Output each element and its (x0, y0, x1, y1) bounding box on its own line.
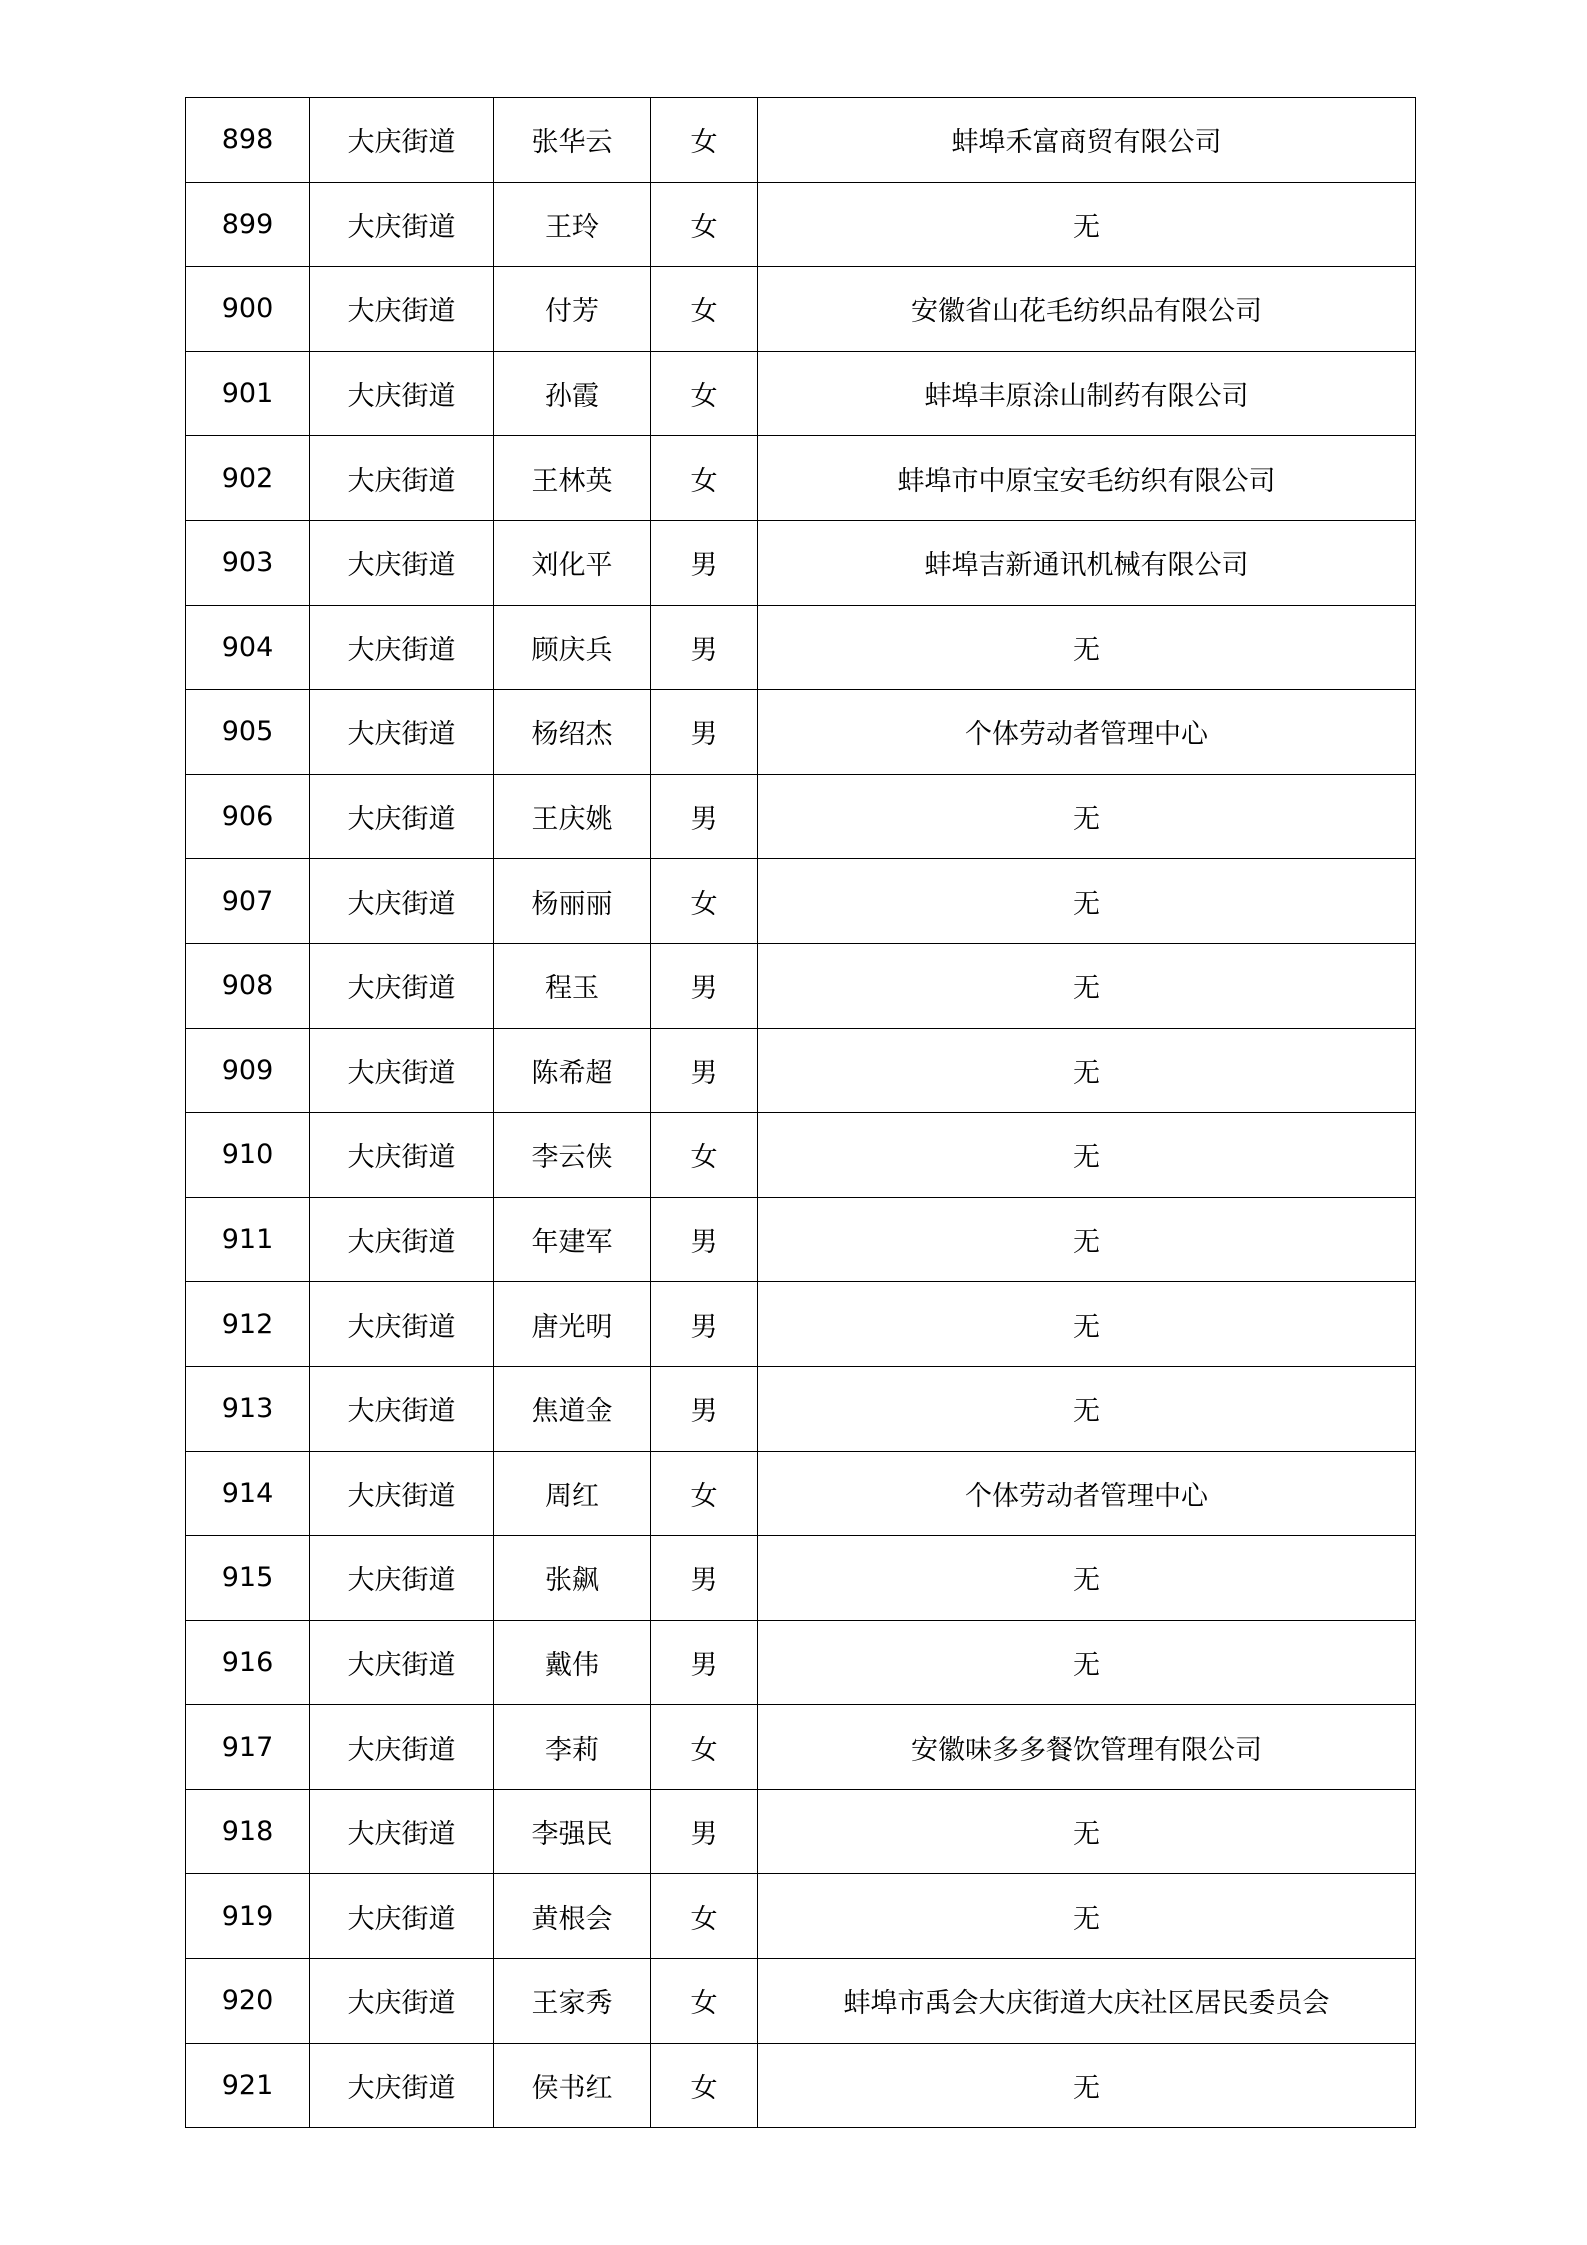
row-number-cell: 905 (186, 690, 310, 775)
street-cell: 大庆街道 (310, 859, 494, 944)
row-number-cell: 898 (186, 98, 310, 183)
street-cell: 大庆街道 (310, 351, 494, 436)
street-cell: 大庆街道 (310, 1620, 494, 1705)
row-number-cell: 910 (186, 1113, 310, 1198)
row-number-cell: 913 (186, 1366, 310, 1451)
gender-cell: 男 (651, 1620, 758, 1705)
employer-cell: 无 (758, 605, 1416, 690)
name-cell: 王家秀 (494, 1959, 651, 2044)
name-cell: 侯书红 (494, 2043, 651, 2128)
name-cell: 李云侠 (494, 1113, 651, 1198)
row-number-cell: 920 (186, 1959, 310, 2044)
gender-cell: 男 (651, 774, 758, 859)
row-number-cell: 900 (186, 267, 310, 352)
employer-cell: 无 (758, 1028, 1416, 1113)
name-cell: 杨绍杰 (494, 690, 651, 775)
name-cell: 张华云 (494, 98, 651, 183)
table-row (186, 1705, 1416, 1790)
gender-cell: 女 (651, 2043, 758, 2128)
gender-cell: 男 (651, 1197, 758, 1282)
employer-cell: 无 (758, 182, 1416, 267)
street-cell: 大庆街道 (310, 1874, 494, 1959)
gender-cell: 男 (651, 943, 758, 1028)
street-cell: 大庆街道 (310, 943, 494, 1028)
employer-cell: 蚌埠吉新通讯机械有限公司 (758, 520, 1416, 605)
street-cell: 大庆街道 (310, 1366, 494, 1451)
street-cell: 大庆街道 (310, 1282, 494, 1367)
employer-cell: 蚌埠丰原涂山制药有限公司 (758, 351, 1416, 436)
table-row (186, 859, 1416, 944)
name-cell: 王庆姚 (494, 774, 651, 859)
row-number-cell: 918 (186, 1789, 310, 1874)
employer-cell: 无 (758, 859, 1416, 944)
gender-cell: 男 (651, 690, 758, 775)
row-number-cell: 902 (186, 436, 310, 521)
street-cell: 大庆街道 (310, 182, 494, 267)
employer-cell: 无 (758, 1536, 1416, 1621)
name-cell: 程玉 (494, 943, 651, 1028)
street-cell: 大庆街道 (310, 1536, 494, 1621)
name-cell: 杨丽丽 (494, 859, 651, 944)
table-row (186, 1282, 1416, 1367)
employer-cell: 无 (758, 1282, 1416, 1367)
employer-cell: 无 (758, 1197, 1416, 1282)
table-row (186, 436, 1416, 521)
roster-table (185, 97, 1416, 2128)
employer-cell: 无 (758, 943, 1416, 1028)
street-cell: 大庆街道 (310, 1789, 494, 1874)
street-cell: 大庆街道 (310, 520, 494, 605)
name-cell: 李强民 (494, 1789, 651, 1874)
gender-cell: 女 (651, 351, 758, 436)
employer-cell: 蚌埠禾富商贸有限公司 (758, 98, 1416, 183)
table-row (186, 2043, 1416, 2128)
gender-cell: 女 (651, 182, 758, 267)
table-row (186, 1366, 1416, 1451)
table-row (186, 1789, 1416, 1874)
table-row (186, 1028, 1416, 1113)
employer-cell: 无 (758, 774, 1416, 859)
name-cell: 戴伟 (494, 1620, 651, 1705)
employer-cell: 蚌埠市中原宝安毛纺织有限公司 (758, 436, 1416, 521)
gender-cell: 女 (651, 1705, 758, 1790)
table-row (186, 182, 1416, 267)
name-cell: 王林英 (494, 436, 651, 521)
row-number-cell: 914 (186, 1451, 310, 1536)
row-number-cell: 906 (186, 774, 310, 859)
street-cell: 大庆街道 (310, 436, 494, 521)
name-cell: 王玲 (494, 182, 651, 267)
name-cell: 刘化平 (494, 520, 651, 605)
employer-cell: 无 (758, 1366, 1416, 1451)
street-cell: 大庆街道 (310, 1959, 494, 2044)
table-row (186, 267, 1416, 352)
gender-cell: 男 (651, 1282, 758, 1367)
name-cell: 陈希超 (494, 1028, 651, 1113)
name-cell: 张飙 (494, 1536, 651, 1621)
row-number-cell: 916 (186, 1620, 310, 1705)
row-number-cell: 904 (186, 605, 310, 690)
table-row (186, 1620, 1416, 1705)
table-row (186, 690, 1416, 775)
gender-cell: 男 (651, 1366, 758, 1451)
gender-cell: 女 (651, 1113, 758, 1198)
employer-cell: 个体劳动者管理中心 (758, 690, 1416, 775)
row-number-cell: 917 (186, 1705, 310, 1790)
gender-cell: 男 (651, 1536, 758, 1621)
table-row (186, 1536, 1416, 1621)
row-number-cell: 911 (186, 1197, 310, 1282)
street-cell: 大庆街道 (310, 774, 494, 859)
gender-cell: 男 (651, 1028, 758, 1113)
street-cell: 大庆街道 (310, 2043, 494, 2128)
table-row (186, 351, 1416, 436)
employer-cell: 个体劳动者管理中心 (758, 1451, 1416, 1536)
table-row (186, 605, 1416, 690)
table-row (186, 98, 1416, 183)
row-number-cell: 903 (186, 520, 310, 605)
employer-cell: 无 (758, 1789, 1416, 1874)
employer-cell: 安徽味多多餐饮管理有限公司 (758, 1705, 1416, 1790)
row-number-cell: 901 (186, 351, 310, 436)
employer-cell: 无 (758, 1113, 1416, 1198)
row-number-cell: 919 (186, 1874, 310, 1959)
employer-cell: 蚌埠市禹会大庆街道大庆社区居民委员会 (758, 1959, 1416, 2044)
street-cell: 大庆街道 (310, 1705, 494, 1790)
employer-cell: 无 (758, 1874, 1416, 1959)
gender-cell: 男 (651, 1789, 758, 1874)
table-row (186, 943, 1416, 1028)
street-cell: 大庆街道 (310, 98, 494, 183)
name-cell: 年建军 (494, 1197, 651, 1282)
gender-cell: 女 (651, 1959, 758, 2044)
table-row (186, 1451, 1416, 1536)
name-cell: 唐光明 (494, 1282, 651, 1367)
gender-cell: 女 (651, 859, 758, 944)
name-cell: 李莉 (494, 1705, 651, 1790)
street-cell: 大庆街道 (310, 605, 494, 690)
gender-cell: 女 (651, 1874, 758, 1959)
name-cell: 顾庆兵 (494, 605, 651, 690)
table-row (186, 1113, 1416, 1198)
table-row (186, 774, 1416, 859)
table-row (186, 1959, 1416, 2044)
table-row (186, 1197, 1416, 1282)
row-number-cell: 899 (186, 182, 310, 267)
row-number-cell: 907 (186, 859, 310, 944)
gender-cell: 女 (651, 267, 758, 352)
gender-cell: 女 (651, 436, 758, 521)
name-cell: 周红 (494, 1451, 651, 1536)
street-cell: 大庆街道 (310, 1451, 494, 1536)
street-cell: 大庆街道 (310, 1113, 494, 1198)
row-number-cell: 915 (186, 1536, 310, 1621)
street-cell: 大庆街道 (310, 1197, 494, 1282)
row-number-cell: 908 (186, 943, 310, 1028)
roster-table-body (186, 98, 1416, 2128)
gender-cell: 男 (651, 520, 758, 605)
street-cell: 大庆街道 (310, 690, 494, 775)
table-row (186, 520, 1416, 605)
row-number-cell: 912 (186, 1282, 310, 1367)
street-cell: 大庆街道 (310, 1028, 494, 1113)
row-number-cell: 921 (186, 2043, 310, 2128)
name-cell: 孙霞 (494, 351, 651, 436)
gender-cell: 女 (651, 1451, 758, 1536)
gender-cell: 男 (651, 605, 758, 690)
street-cell: 大庆街道 (310, 267, 494, 352)
employer-cell: 无 (758, 1620, 1416, 1705)
name-cell: 焦道金 (494, 1366, 651, 1451)
employer-cell: 安徽省山花毛纺织品有限公司 (758, 267, 1416, 352)
employer-cell: 无 (758, 2043, 1416, 2128)
table-row (186, 1874, 1416, 1959)
name-cell: 黄根会 (494, 1874, 651, 1959)
name-cell: 付芳 (494, 267, 651, 352)
row-number-cell: 909 (186, 1028, 310, 1113)
gender-cell: 女 (651, 98, 758, 183)
